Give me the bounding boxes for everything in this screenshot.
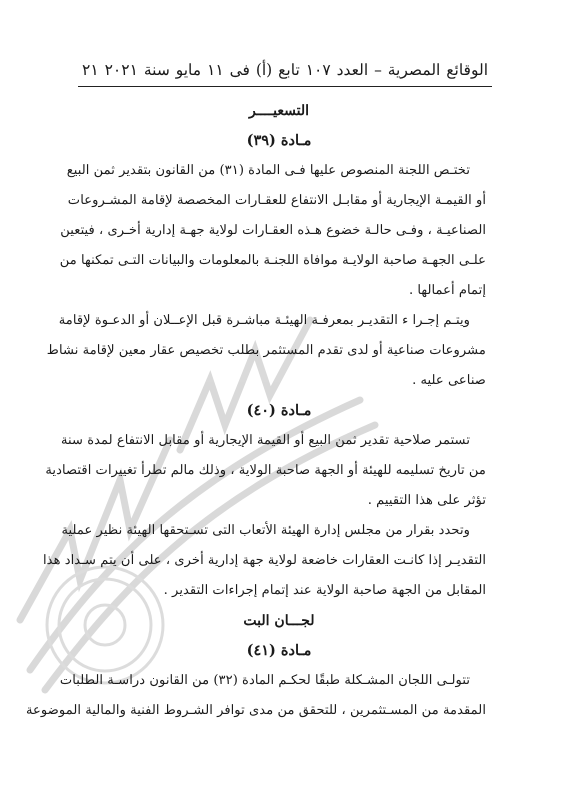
article-41-heading: مـادة (٤١) [246,642,312,659]
text-line: تتولـى اللجان المشـكلة طبقًا لحكـم المادة (٣٢) من القانون دراسـة الطلبات [59,673,470,688]
article-39-paragraph-1 [59,156,486,306]
text-line: علـى الجهـة صاحبة الولايـة موافاة اللجنـة بالمعلومات والبيانات التـى تمكنها من [59,253,486,268]
section-title-decision-committees: لجـــان البت [243,613,315,629]
text-line: وتحدد بقرار من مجلس إدارة الهيئة الأتعاب التى تسـتحقها الهيئة نظير عملية [61,523,470,538]
article-40-paragraph-2 [43,516,486,606]
text-line: الصناعيـة ، وفـى حالـة خضوع هـذه العقـارات لولاية جهـة إدارية أخـرى ، فيتعين [60,223,486,238]
header-title: الوقائع المصرية – العدد ١٠٧ تابع (أ) فى ١١ مايو سنة ٢٠٢١ [104,61,488,79]
text-line: من تاريخ تسليمه للهيئة أو الجهة صاحبة الولاية ، وذلك مالم تطرأ تغييرات اقتصادية [45,463,486,478]
text-line: ويتـم إجـرا ء التقديـر بمعرفـة الهيئـة مباشـرة قبل الإعــلان أو الدعـوة لإقامة [58,313,470,328]
article-41-paragraph-1 [25,666,486,726]
text-line: المقابل من الجهة صاحبة الولاية عند إتمام إجراءات التقدير . [163,583,486,598]
text-line: تؤثر على هذا التقييم . [367,493,486,508]
section-title-pricing: التسعيــــر [249,103,309,119]
text-line: صناعى عليه . [412,373,486,388]
article-40-paragraph-1 [45,426,486,516]
document-body [25,96,486,726]
text-line: أو القيمـة الإيجارية أو مقابـل الانتفاع للعقـارات المخصصة لإقامة المشـروعات [67,193,486,208]
article-39-heading: مـادة (٣٩) [246,132,312,149]
article-39-paragraph-2 [46,306,486,396]
article-40-heading: مـادة (٤٠) [246,402,312,419]
text-line: التقديـر إذا كانـت العقارات خاضعة لولاية جهة إدارية أخرى ، على أن يتم سـداد هذا [43,553,486,568]
text-line: مشروعات صناعية أو لدى تقدم المستثمر بطلب تخصيص عقار معين لإقامة نشاط [46,343,486,358]
text-line: تستمر صلاحية تقدير ثمن البيع أو القيمة الإيجارية أو مقابل الانتفاع لمدة سنة [60,433,470,448]
page-number: ٢١ [82,61,99,79]
text-line: إتمام أعمالها . [408,283,486,298]
header-divider [78,86,492,87]
page-header [82,58,488,82]
text-line: المقدمة من المسـتثمرين ، للتحقق من مدى توافر الشـروط الفنية والمالية الموضوعة [25,703,486,718]
text-line: تختـص اللجنة المنصوص عليها فـى المادة (٣١) من القانون بتقدير ثمن البيع [66,163,470,178]
